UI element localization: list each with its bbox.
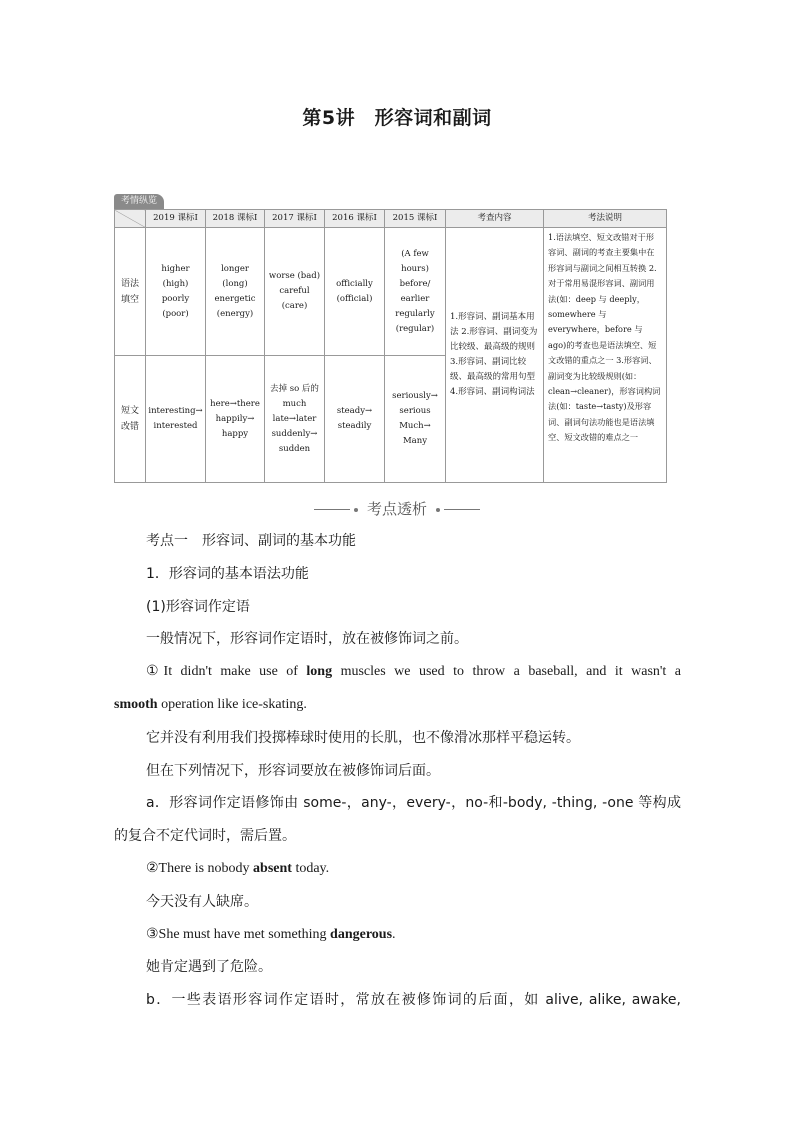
example-sentence: ②There is nobody absent today. [146,860,330,876]
header-2016: 2016 课标Ⅰ [325,210,385,228]
table-cell: steady→ steadily [325,356,385,483]
article-body [114,527,681,1019]
translation: 她肯定遇到了危险。 [146,959,272,976]
table-cell: longer (long) energetic (energy) [206,228,265,356]
sub-heading: 1．形容词的基本语法功能 [146,565,309,582]
section-heading [0,498,794,519]
table-cell: 去掉 so 后的 much late→later suddenly→ sudden [265,356,325,483]
divider-dot [354,508,358,512]
divider-dot [436,508,440,512]
header-2019: 2019 课标Ⅰ [146,210,206,228]
rule-a-cont: 的复合不定代词时，需后置。 [114,828,296,845]
corner-cell [115,210,146,228]
rule-b: b．一些表语形容词作定语时，常放在被修饰词的后面，如 alive, alike, awake, [146,992,681,1009]
overview-tag: 考情纵览 [114,194,164,209]
example-sentence: ③She must have met something dangerous. [146,926,396,942]
paragraph: 但在下列情况下，形容词要放在被修饰词后面。 [146,762,440,779]
table-cell: (A few hours) before/ earlier regularly (regular) [385,228,446,356]
header-content: 考查内容 [446,210,544,228]
overview-table [114,209,667,483]
paragraph: 一般情况下，形容词作定语时，放在被修饰词之前。 [146,631,468,648]
example-sentence: ①It didn't make use of long muscles we used to throw a baseball, and it wasn't a [146,664,681,680]
table-cell: interesting→ interested [146,356,206,483]
example-sentence-cont: smooth operation like ice-skating. [114,696,307,712]
row-label-grammar-fill: 语法填空 [115,228,146,356]
table-cell: higher (high) poorly (poor) [146,228,206,356]
point-heading: 考点一 形容词、副词的基本功能 [146,533,356,549]
sub-sub-heading: (1)形容词作定语 [146,598,250,615]
header-notes: 考法说明 [544,210,667,228]
page-title: 第5讲 形容词和副词 [302,107,492,129]
translation: 今天没有人缺席。 [146,893,258,910]
divider [314,509,350,510]
exam-overview [114,188,666,483]
divider [444,509,480,510]
section-heading-text: 考点透析 [366,500,427,518]
table-cell: officially (official) [325,228,385,356]
header-2018: 2018 课标Ⅰ [206,210,265,228]
content-cell: 1.形容词、副词基本用法 2.形容词、副词变为比较级、最高级的规则 3.形容词、副词比较级、最高级的常用句型 4.形容词、副词构词法 [446,228,544,483]
notes-cell: 1.语法填空、短文改错对于形容词、副词的考查主要集中在形容词与副词之间相互转换 2.对于常用易混形容词、副词用法(如：deep 与 deeply，somewhere 与 everywhere，before 与 ago)的考查也是语法填空、短文改错的重点之一 3.形容词、副词变为比较级规则(如：clean→cleaner)，形容词构词法(如：taste→tasty)及形容词、副词句法功能也是语法填空、短文改错的难点之一 [544,228,667,483]
rule-a: a．形容词作定语修饰由 some-，any-，every-，no-和-body, -thing, -one 等构成 [146,795,681,812]
table-cell: here→there happily→ happy [206,356,265,483]
table-cell: seriously→ serious Much→ Many [385,356,446,483]
row-label-error-correction: 短文改错 [115,356,146,483]
table-cell: worse (bad) careful (care) [265,228,325,356]
header-2015: 2015 课标Ⅰ [385,210,446,228]
translation: 它并没有利用我们投掷棒球时使用的长肌，也不像滑冰那样平稳运转。 [146,729,580,746]
header-2017: 2017 课标Ⅰ [265,210,325,228]
